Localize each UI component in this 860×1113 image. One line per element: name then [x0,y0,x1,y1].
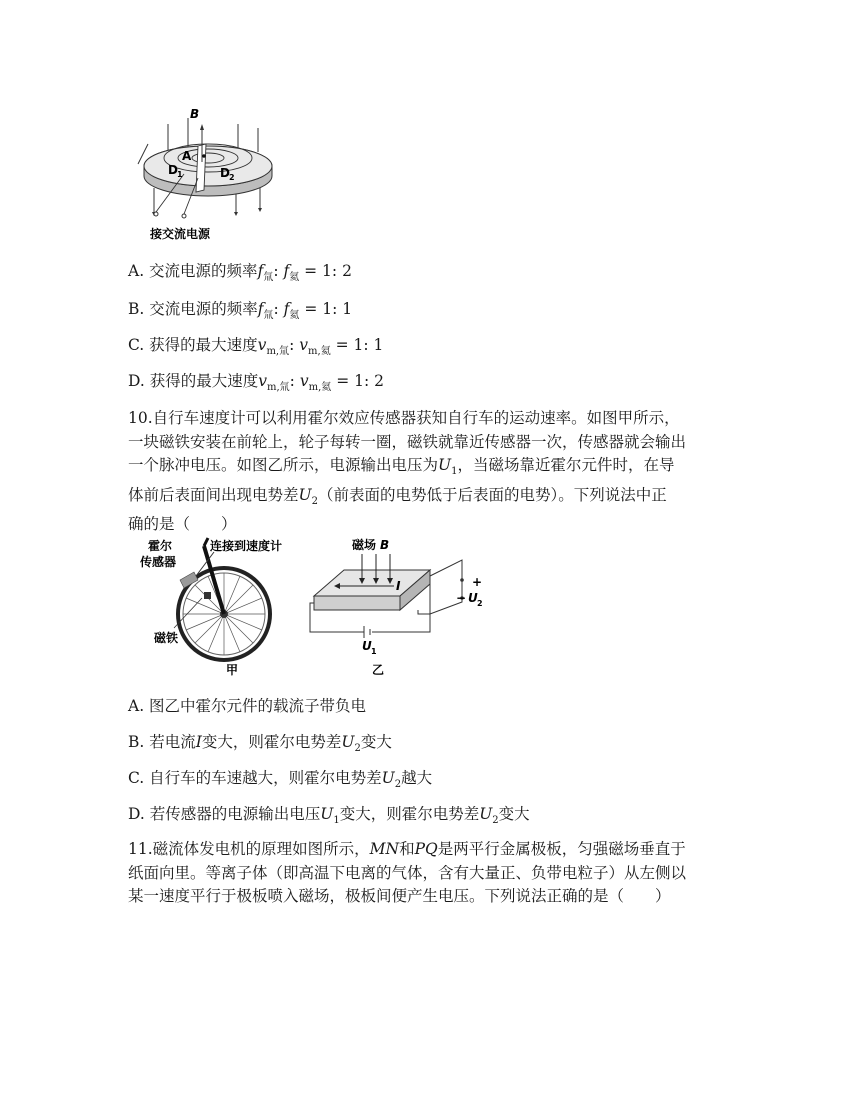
math-sep: : [289,372,300,390]
math-sub: 氦 [289,310,300,322]
minus-label: − [456,591,467,605]
text: 体前后表面间出现电势差 [128,485,299,504]
math-sub: 2 [492,815,499,827]
q10-option-d[interactable] [128,803,530,832]
math-symbol: v [257,336,267,354]
q10-option-a[interactable] [128,695,366,717]
q9-option-c[interactable] [128,334,383,363]
label-d1-sub: 1 [177,170,183,179]
math-sub: 氚 [263,310,274,322]
math-symbol: PQ [414,840,438,858]
math-sub: 氦 [289,272,300,284]
u2-sub: 2 [477,599,483,608]
math-symbol: U [298,485,312,504]
option-text: A. 交流电源的频率 [128,262,258,280]
option-text: 变大 [360,733,392,751]
option-text: 变大，则霍尔电势差 [201,733,342,751]
u2-label: U [468,591,478,605]
text: 和 [399,840,415,858]
math-sub: m,氦 [308,382,332,394]
hall-label: 霍尔 [148,539,173,553]
q11-line: 某一速度平行于极板喷入磁场，极板间便产生电压。下列说法正确的是（ ） [128,887,671,905]
q10-option-b[interactable] [128,731,392,760]
plus-label: + [472,575,483,589]
math-eq: = 1: 2 [331,372,384,390]
math-sep: : [273,300,284,318]
label-d2: D [220,166,230,180]
label-a: A [182,149,192,163]
math-symbol: MN [369,840,400,858]
caption-jia: 甲 [226,663,239,676]
q10-line: 10.自行车速度计可以利用霍尔效应传感器获知自行车的运动速率。如图甲所示， [128,409,680,427]
math-symbol: U [341,733,355,751]
q9-option-d[interactable] [128,370,384,399]
bicycle-wheel-figure [134,536,284,676]
math-sub: 1 [451,466,458,478]
cyclotron-figure [128,104,288,244]
q11-line [128,838,728,862]
math-sep: : [289,336,300,354]
math-symbol: v [258,372,267,390]
option-text: 变大 [498,805,530,823]
math-sub: 2 [354,743,361,755]
u1-sub: 1 [371,647,377,656]
q10-line [128,484,728,514]
math-symbol: v [299,372,309,390]
text: 是两平行金属极板，匀强磁场垂直于 [437,840,686,858]
math-sub: 1 [333,815,340,827]
q10-stem [128,407,728,537]
math-eq: = 1: 1 [330,336,384,354]
option-text: A. 图乙中霍尔元件的载流子带负电 [128,697,367,715]
sensor-label: 传感器 [140,555,177,569]
q10-line: 确的是（ ） [128,515,237,534]
math-symbol: f [283,262,290,280]
math-symbol: U [320,805,334,823]
current-label: I [396,579,401,593]
label-d1: D [168,163,178,177]
hall-circuit-figure [300,536,500,676]
math-sub: m,氚 [267,382,290,394]
math-eq: = 1: 2 [299,262,352,280]
option-text: D. 获得的最大速度 [128,372,259,390]
option-text: 越大 [401,769,433,787]
math-symbol: v [299,336,309,354]
option-text: D. 若传感器的电源输出电压 [128,805,321,823]
math-sub: 氚 [263,272,274,284]
math-sub: m,氦 [308,346,331,358]
q9-option-a[interactable] [128,260,352,289]
label-d2-sub: 2 [229,173,235,182]
text: ，当磁场靠近霍尔元件时，在导 [457,456,675,474]
math-symbol: f [283,300,290,318]
q10-line: 一块磁铁安装在前轮上，轮子每转一圈，磁铁就靠近传感器一次，传感器就会输出 [128,432,687,451]
math-symbol: U [438,456,452,474]
math-symbol: U [479,805,493,823]
option-text: B. 交流电源的频率 [128,300,258,318]
q10-option-c[interactable] [128,767,432,796]
q10-line [128,454,728,484]
text: （前表面的电势低于后表面的电势）。下列说法中正 [317,485,667,504]
math-symbol: U [381,769,395,787]
caption-yi: 乙 [372,663,385,676]
field-label: 磁场 [352,538,377,552]
math-symbol: I [195,733,202,751]
math-sub: 2 [311,495,318,507]
math-sep: : [273,262,284,280]
option-text: 变大，则霍尔电势差 [339,805,480,823]
u1-label: U [362,639,372,653]
magnet-label: 磁铁 [154,631,179,645]
text: 11.磁流体发电机的原理如图所示， [128,840,370,858]
math-eq: = 1: 1 [299,300,353,318]
option-text: C. 获得的最大速度 [128,336,258,354]
figure1-caption: 接交流电源 [150,227,211,241]
field-label-b: B [190,107,200,121]
option-text: C. 自行车的车速越大，则霍尔电势差 [128,769,382,787]
math-symbol: f [257,262,264,280]
q11-stem [128,838,728,909]
connect-label: 连接到速度计 [210,539,283,553]
math-sub: m,氚 [266,346,290,358]
q11-line: 纸面向里。等离子体（即高温下电离的气体，含有大量正、负带电粒子）从左侧以 [128,863,687,882]
math-sub: 2 [394,779,402,791]
field-b-label: B [380,538,390,552]
q9-option-b[interactable] [128,298,352,327]
text: 一个脉冲电压。如图乙所示，电源输出电压为 [128,456,439,474]
option-text: B. 若电流 [128,733,196,751]
math-symbol: f [257,300,264,318]
